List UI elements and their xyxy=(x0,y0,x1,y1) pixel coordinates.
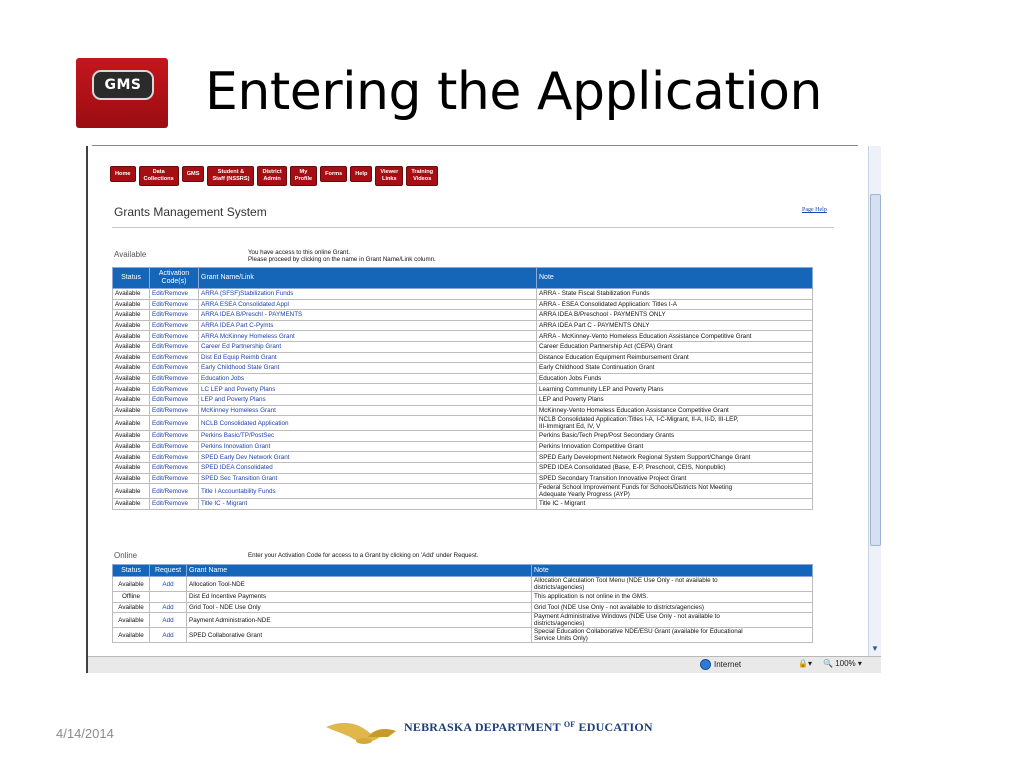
row-note: Learning Community LEP and Poverty Plans xyxy=(537,384,813,395)
row-note: Perkins Innovation Competitive Grant xyxy=(537,441,813,452)
online-grants-table xyxy=(112,564,813,643)
scrollbar-thumb[interactable] xyxy=(870,194,881,546)
edit-remove-link[interactable]: Edit/Remove xyxy=(150,373,199,384)
row-note: Grid Tool (NDE Use Only - not available to districts/agencies) xyxy=(532,602,813,613)
row-status: Available xyxy=(113,452,150,463)
row-note: Career Education Partnership Act (CEPA) Grant xyxy=(537,341,813,352)
table-row xyxy=(113,310,813,321)
nav-button-data-collections[interactable]: Data Collections xyxy=(139,166,179,186)
nav-button-training-videos[interactable]: Training Videos xyxy=(406,166,438,186)
row-note: SPED Early Development Network Regional System Support/Change Grant xyxy=(537,452,813,463)
grant-name-link[interactable]: ARRA IDEA B/Preschl - PAYMENTS xyxy=(199,310,537,321)
row-status: Available xyxy=(113,289,150,300)
edit-remove-link[interactable]: Edit/Remove xyxy=(150,441,199,452)
row-status: Available xyxy=(113,394,150,405)
table-row xyxy=(113,592,813,603)
table-row xyxy=(113,628,813,643)
grant-name-link[interactable]: Title I Accountability Funds xyxy=(199,484,537,499)
row-note: NCLB Consolidated Application:Titles I-A, I-C-Migrant, II-A, II-D, III-LEP, III-Immigrant Ed, IV, V xyxy=(537,416,813,431)
grant-name-link[interactable]: Title IC - Migrant xyxy=(199,499,537,510)
grant-name-link[interactable]: McKinney Homeless Grant xyxy=(199,405,537,416)
table-row xyxy=(113,384,813,395)
grant-name-link[interactable]: Perkins Basic/TP/PostSec xyxy=(199,431,537,442)
edit-remove-link[interactable]: Edit/Remove xyxy=(150,416,199,431)
add-request-link[interactable]: Add xyxy=(150,602,187,613)
add-request-link[interactable]: Add xyxy=(150,613,187,628)
row-status: Available xyxy=(113,484,150,499)
row-note: Allocation Calculation Tool Menu (NDE Use Only - not available to districts/agencies) xyxy=(532,577,813,592)
row-status: Available xyxy=(113,363,150,374)
edit-remove-link[interactable]: Edit/Remove xyxy=(150,363,199,374)
edit-remove-link[interactable]: Edit/Remove xyxy=(150,462,199,473)
grant-name-link[interactable]: LC LEP and Poverty Plans xyxy=(199,384,537,395)
nav-button-district-admin[interactable]: District Admin xyxy=(257,166,286,186)
col-grant-name: Grant Name xyxy=(187,565,532,577)
system-title-divider xyxy=(112,227,834,228)
grant-name-link[interactable]: Career Ed Partnership Grant xyxy=(199,341,537,352)
table-row xyxy=(113,613,813,628)
grant-name-link[interactable]: Education Jobs xyxy=(199,373,537,384)
grant-name: Allocation Tool-NDE xyxy=(187,577,532,592)
grant-name-link[interactable]: ARRA IDEA Part C-Pymts xyxy=(199,320,537,331)
row-status: Available xyxy=(113,462,150,473)
grant-name: Grid Tool - NDE Use Only xyxy=(187,602,532,613)
row-note: SPED IDEA Consolidated (Base, E-P, Preschool, CEIS, Nonpublic) xyxy=(537,462,813,473)
grant-name-link[interactable]: SPED Early Dev Network Grant xyxy=(199,452,537,463)
grant-name-link[interactable]: SPED IDEA Consolidated xyxy=(199,462,537,473)
row-note: ARRA - State Fiscal Stabilization Funds xyxy=(537,289,813,300)
grant-name-link[interactable]: SPED Sec Transition Grant xyxy=(199,473,537,484)
zoom-level: 100% xyxy=(835,659,856,668)
nav-button-help[interactable]: Help xyxy=(350,166,372,182)
edit-remove-link[interactable]: Edit/Remove xyxy=(150,431,199,442)
row-status: Available xyxy=(113,299,150,310)
row-note: Title IC - Migrant xyxy=(537,499,813,510)
row-status: Available xyxy=(113,499,150,510)
row-note: Federal School Improvement Funds for Schools/Districts Not Meeting Adequate Yearly Progress (AYP) xyxy=(537,484,813,499)
table-row xyxy=(113,416,813,431)
slide-date: 4/14/2014 xyxy=(56,726,114,741)
scroll-down-icon[interactable]: ▼ xyxy=(871,644,879,653)
row-note: ARRA IDEA B/Preschool - PAYMENTS ONLY xyxy=(537,310,813,321)
row-status: Available xyxy=(113,416,150,431)
edit-remove-link[interactable]: Edit/Remove xyxy=(150,310,199,321)
col-grant-name-link: Grant Name/Link xyxy=(199,268,537,289)
row-status: Available xyxy=(113,331,150,342)
row-note: ARRA - McKinney-Vento Homeless Education Assistance Competitive Grant xyxy=(537,331,813,342)
row-status: Available xyxy=(113,352,150,363)
edit-remove-link[interactable]: Edit/Remove xyxy=(150,289,199,300)
nde-wordmark-part: NEBRASKA DEPARTMENT xyxy=(404,720,564,734)
row-note: Education Jobs Funds xyxy=(537,373,813,384)
grant-name-link[interactable]: ARRA (SFSF)Stabilization Funds xyxy=(199,289,537,300)
row-note: ARRA - ESEA Consolidated Application: Titles I-A xyxy=(537,299,813,310)
nav-button-gms[interactable]: GMS xyxy=(182,166,205,182)
grant-name-link[interactable]: ARRA ESEA Consolidated Appl xyxy=(199,299,537,310)
gms-logo xyxy=(76,58,168,128)
col-status: Status xyxy=(113,565,150,577)
nav-button-my-profile[interactable]: My Profile xyxy=(290,166,317,186)
row-status: Available xyxy=(113,405,150,416)
table-row xyxy=(113,441,813,452)
row-status: Available xyxy=(113,577,150,592)
protected-mode-icon[interactable]: 🔒▾ xyxy=(798,659,812,668)
row-status: Available xyxy=(113,373,150,384)
online-label: Online xyxy=(114,551,138,560)
nav-button-student-staff-nssrs[interactable]: Student & Staff (NSSRS) xyxy=(207,166,254,186)
row-note: Distance Education Equipment Reimbursement Grant xyxy=(537,352,813,363)
grant-name: Payment Administration-NDE xyxy=(187,613,532,628)
row-note: Payment Administrative Windows (NDE Use Only - not available to districts/agencies) xyxy=(532,613,813,628)
row-status: Available xyxy=(113,613,150,628)
available-grants-table xyxy=(112,267,813,510)
row-status: Available xyxy=(113,441,150,452)
table-row xyxy=(113,320,813,331)
edit-remove-link[interactable]: Edit/Remove xyxy=(150,384,199,395)
table-row xyxy=(113,331,813,342)
nde-lamp-logo-icon xyxy=(324,713,400,749)
row-status: Offline xyxy=(113,592,150,603)
online-message: Enter your Activation Code for access to a Grant by clicking on 'Add' under Request. xyxy=(248,552,479,559)
table-row xyxy=(113,462,813,473)
grant-name: Dist Ed Incentive Payments xyxy=(187,592,532,603)
table-row xyxy=(113,431,813,442)
add-request-link[interactable]: Add xyxy=(150,628,187,643)
row-status: Available xyxy=(113,310,150,321)
available-label: Available xyxy=(114,250,147,259)
row-note: Special Education Collaborative NDE/ESU Grant (available for Educational Service Units Only) xyxy=(532,628,813,643)
browser-status-bar xyxy=(88,656,881,673)
table-row xyxy=(113,452,813,463)
grant-name-link[interactable]: LEP and Poverty Plans xyxy=(199,394,537,405)
available-message: You have access to this online Grant. Please proceed by clicking on the name in Grant Name/Link column. xyxy=(248,249,436,263)
add-request-link[interactable]: Add xyxy=(150,577,187,592)
nde-wordmark xyxy=(404,720,653,735)
grant-name-link[interactable]: Dist Ed Equip Reimb Grant xyxy=(199,352,537,363)
nav-button-forms[interactable]: Forms xyxy=(320,166,347,182)
nav-button-viewer-links[interactable]: Viewer Links xyxy=(375,166,403,186)
row-status: Available xyxy=(113,628,150,643)
zone-label: Internet xyxy=(714,660,742,669)
table-row xyxy=(113,363,813,374)
edit-remove-link[interactable]: Edit/Remove xyxy=(150,394,199,405)
slide-title: Entering the Application xyxy=(205,62,822,122)
table-row xyxy=(113,577,813,592)
edit-remove-link[interactable]: Edit/Remove xyxy=(150,331,199,342)
edit-remove-link[interactable]: Edit/Remove xyxy=(150,299,199,310)
globe-icon xyxy=(700,659,711,670)
row-note: LEP and Poverty Plans xyxy=(537,394,813,405)
edit-remove-link[interactable]: Edit/Remove xyxy=(150,484,199,499)
table-row xyxy=(113,289,813,300)
table-row xyxy=(113,394,813,405)
row-status: Available xyxy=(113,431,150,442)
grant-name-link[interactable]: Perkins Innovation Grant xyxy=(199,441,537,452)
gms-logo-text: GMS xyxy=(92,70,154,100)
edit-remove-link[interactable]: Edit/Remove xyxy=(150,341,199,352)
table-row xyxy=(113,484,813,499)
edit-remove-link[interactable]: Edit/Remove xyxy=(150,452,199,463)
grant-name-link[interactable]: ARRA McKinney Homeless Grant xyxy=(199,331,537,342)
edit-remove-link[interactable]: Edit/Remove xyxy=(150,405,199,416)
system-title: Grants Management System xyxy=(114,205,267,219)
col-activation-codes: Activation Code(s) xyxy=(150,268,199,289)
col-request: Request xyxy=(150,565,187,577)
col-note: Note xyxy=(532,565,813,577)
row-note: ARRA IDEA Part C - PAYMENTS ONLY xyxy=(537,320,813,331)
row-status: Available xyxy=(113,473,150,484)
grant-name: SPED Collaborative Grant xyxy=(187,628,532,643)
row-note: Perkins Basic/Tech Prep/Post Secondary Grants xyxy=(537,431,813,442)
security-zone xyxy=(700,659,741,670)
grant-name-link[interactable]: NCLB Consolidated Application xyxy=(199,416,537,431)
table-row xyxy=(113,602,813,613)
vertical-scrollbar[interactable] xyxy=(868,146,881,656)
table-row xyxy=(113,499,813,510)
edit-remove-link[interactable]: Edit/Remove xyxy=(150,499,199,510)
table-row xyxy=(113,473,813,484)
nav-button-home[interactable]: Home xyxy=(110,166,136,182)
table-row xyxy=(113,352,813,363)
table-row xyxy=(113,299,813,310)
col-note: Note xyxy=(537,268,813,289)
edit-remove-link[interactable]: Edit/Remove xyxy=(150,320,199,331)
row-status: Available xyxy=(113,602,150,613)
edit-remove-link[interactable]: Edit/Remove xyxy=(150,352,199,363)
row-note: Early Childhood State Continuation Grant xyxy=(537,363,813,374)
table-row xyxy=(113,373,813,384)
row-note: McKinney-Vento Homeless Education Assistance Competitive Grant xyxy=(537,405,813,416)
col-status: Status xyxy=(113,268,150,289)
grant-name-link[interactable]: Early Childhood State Grant xyxy=(199,363,537,374)
row-status: Available xyxy=(113,341,150,352)
add-request-link xyxy=(150,592,187,603)
zoom-control[interactable]: 🔍 100% ▾ xyxy=(823,659,862,668)
browser-window xyxy=(86,146,881,673)
top-nav xyxy=(110,166,438,186)
row-note: SPED Secondary Transition Innovative Project Grant xyxy=(537,473,813,484)
table-row xyxy=(113,405,813,416)
edit-remove-link[interactable]: Edit/Remove xyxy=(150,473,199,484)
row-note: This application is not online in the GMS. xyxy=(532,592,813,603)
page-help-link[interactable]: Page Help xyxy=(802,207,827,213)
nde-wordmark-of: OF xyxy=(563,720,576,729)
row-status: Available xyxy=(113,384,150,395)
table-row xyxy=(113,341,813,352)
row-status: Available xyxy=(113,320,150,331)
nde-wordmark-part: EDUCATION xyxy=(575,720,653,734)
